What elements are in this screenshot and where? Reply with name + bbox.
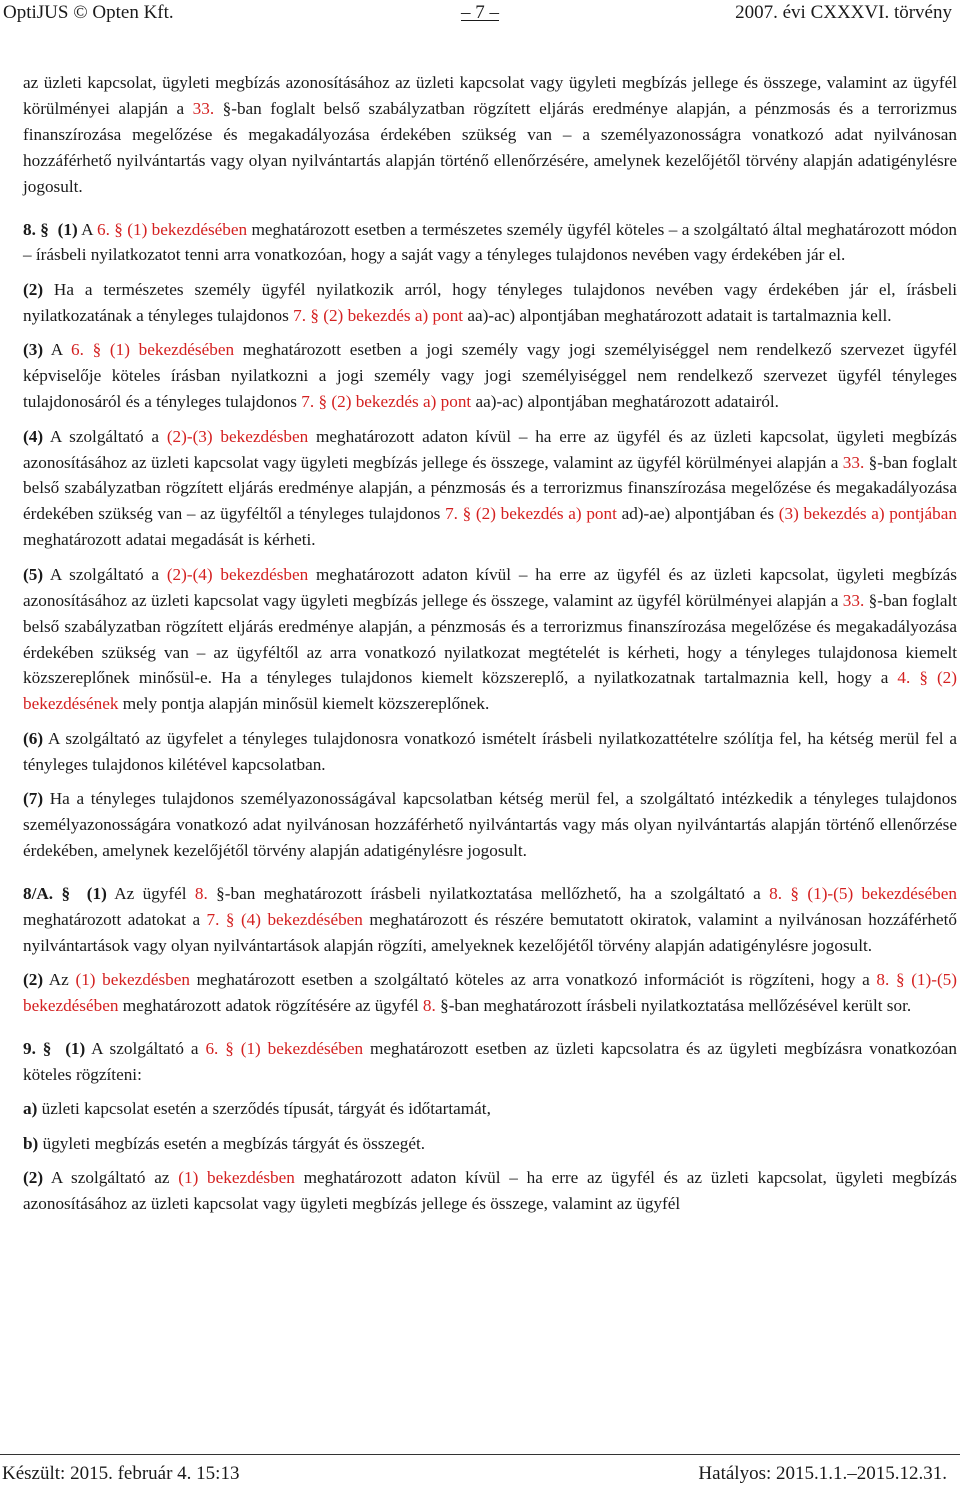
cross-reference-link[interactable]: 6. § (1) bekezdésében: [97, 219, 248, 239]
paragraph-number: (7): [23, 789, 44, 809]
list-marker: a): [23, 1099, 38, 1119]
section-8-paragraph-3: (3) A 6. § (1) bekezdésében meghatározott esetben a jogi személy vagy jogi személyiséggel nem rendelkező szervezet ügyfél képviselője köteles írásban nyilatkozni a jogi személy vagy jogi személyiséggel nem rendelkező szervezet ügyfél tényleges tulajdonosáról és a tényleges tulajdonos 7. § (2) bekezdés a) pont aa)-ac) alpontjában meghatározott adatairól.: [23, 340, 958, 412]
section-8a-paragraph-2: (2) Az (1) bekezdésben meghatározott esetben a szolgáltató köteles az arra vonatkozó információt is rögzíteni, hogy a 8. § (1)-(5) bekezdésében meghatározott adatok rögzítésére az ügyfél 8. §-ban meghatározott írásbeli nyilatkoztatása mellőzésével került sor.: [23, 970, 957, 1016]
section-8-paragraph-2: (2) Ha a természetes személy ügyfél nyilatkozik arról, hogy tényleges tulajdonos nevében vagy érdekében jár el, írásbeli nyilatkozatának a tényleges tulajdonos 7. § (2) bekezdés a) pont aa)-ac) alpontjában meghatározott adatait is tartalmaznia kell.: [23, 279, 957, 325]
cross-reference-link[interactable]: (1) bekezdésben: [178, 1168, 295, 1188]
cross-reference-link[interactable]: 7. § (2) bekezdés a) pont: [293, 305, 464, 325]
cross-reference-link[interactable]: 8.: [422, 996, 436, 1016]
cross-reference-link[interactable]: 33.: [842, 590, 865, 610]
header-law-title: 2007. évi CXXXVI. törvény: [735, 2, 952, 23]
cross-reference-link[interactable]: 6. § (1) bekezdésében: [205, 1039, 364, 1059]
cross-reference-link[interactable]: 7. § (4) bekezdésében: [206, 909, 363, 929]
cross-reference-link[interactable]: 4. § (2) bekezdésének: [23, 668, 957, 714]
cross-reference-link[interactable]: (2)-(4) bekezdésben: [166, 564, 309, 584]
section-8a-paragraph-1: 8/A. § (1) Az ügyfél 8. §-ban meghatározott írásbeli nyilatkoztatása mellőzhető, ha a szolgáltató a 8. § (1)-(5) bekezdésében meghatározott adatokat a 7. § (4) bekezdésében meghatározott és részére bemutatott okiratok, valamint a nyilvánosan hozzáférhető nyilvántartások vagy olyan nyilvántartások alapján rögzíti, amelyeknek kezelőjétől törvény alapján adatigénylésre jogosult.: [23, 883, 957, 955]
section-number: 8. §: [23, 219, 49, 239]
cross-reference-link[interactable]: 8. § (1)-(5) bekezdésében: [23, 970, 957, 1016]
section-8-paragraph-1: 8. § (1) A 6. § (1) bekezdésében meghatározott esetben a természetes személy ügyfél köteles – a szolgáltató által meghatározott módon – írásbeli nyilatkozatot tenni arra vonatkozóan, hogy a saját vagy a tényleges tulajdonos nevében vagy érdekében jár el.: [23, 219, 958, 265]
page-header: [0, 0, 960, 30]
paragraph-number: (6): [23, 728, 44, 748]
section-8-paragraph-7: (7) Ha a tényleges tulajdonos személyazonosságával kapcsolatban kétség merül fel, a szolgáltató intézkedik a tényleges tulajdonos személyazonosságára vonatkozó adat nyilvánosan hozzáférhető nyilvántartás vagy más olyan nyilvántartás alapján történő ellenőrzése érdekében, amelynek kezelőjétől törvény alapján adatigénylésre jogosult.: [23, 789, 957, 861]
section-number: 9. §: [23, 1039, 52, 1059]
header-page-number: – 7 –: [461, 2, 499, 23]
page-footer: [0, 1454, 960, 1485]
section-9-paragraph-1: 9. § (1) A szolgáltató a 6. § (1) bekezdésében meghatározott esetben az üzleti kapcsolatra és az ügyleti megbízásra vonatkozóan köteles rögzíteni:: [23, 1039, 957, 1084]
list-marker: b): [23, 1133, 39, 1153]
paragraph-number: (5): [23, 564, 44, 584]
paragraph-number: (2): [23, 970, 44, 990]
cross-reference-link[interactable]: 6. § (1) bekezdésében: [70, 340, 235, 360]
cross-reference-link[interactable]: 7. § (2) bekezdés a) pont: [445, 504, 617, 524]
paragraph-number: (1): [57, 219, 78, 239]
cross-reference-link[interactable]: (1) bekezdésben: [75, 970, 190, 990]
cross-reference-link[interactable]: (2)-(3) bekezdésben: [166, 426, 309, 446]
section-number: 8/A. §: [23, 883, 71, 903]
paragraph-number: (2): [23, 279, 44, 299]
section-8-paragraph-4: (4) A szolgáltató a (2)-(3) bekezdésben meghatározott adaton kívül – ha erre az ügyfél és az üzleti kapcsolat, ügyleti megbízás azonosításához az üzleti kapcsolat vagy ügyleti megbízás jellege és összege, valamint az ügyfél körülményei alapján a 33. §-ban foglalt belső szabályzatban rögzített eljárás eredménye alapján, a pénzmosás és a terrorizmus finanszírozása megelőzése és megakadályozása érdekében szükség van – az ügyféltől a tényleges tulajdonos 7. § (2) bekezdés a) pont ad)-ae) alpontjában és (3) bekezdés a) pontjában meghatározott adatai megadását is kérheti.: [23, 426, 958, 550]
header-publisher: OptiJUS © Opten Kft.: [3, 2, 174, 23]
list-item-b: b) ügyleti megbízás esetén a megbízás tárgyát és összegét.: [23, 1133, 426, 1153]
paragraph-number: (4): [23, 426, 44, 446]
cross-reference-link[interactable]: 33.: [842, 452, 865, 472]
paragraph-number: (3): [23, 340, 44, 360]
document-body: [23, 70, 957, 1226]
section-9-paragraph-2: (2) A szolgáltató az (1) bekezdésben meghatározott adaton kívül – ha erre az ügyfél és az üzleti kapcsolat, ügyleti megbízás azonosításához az üzleti kapcsolat vagy ügyleti megbízás jellege és összege, valamint az ügyfél: [23, 1168, 957, 1214]
cross-reference-link[interactable]: 8. § (1)-(5) bekezdésében: [769, 883, 957, 903]
paragraph-number: (1): [65, 1039, 86, 1059]
paragraph-number: (1): [86, 883, 107, 903]
footer-created-date: Készült: 2015. február 4. 15:13: [2, 1463, 240, 1484]
section-8-paragraph-6: (6) A szolgáltató az ügyfelet a tényleges tulajdonosra vonatkozó ismételt írásbeli nyilatkozattételre szólítja fel, ha kétség merül fel a tényleges tulajdonos kilétével kapcsolatban.: [23, 728, 957, 774]
list-item-a: a) üzleti kapcsolat esetén a szerződés típusát, tárgyát és időtartamát,: [23, 1099, 491, 1119]
paragraph-continued: az üzleti kapcsolat, ügyleti megbízás azonosításához az üzleti kapcsolat vagy ügyleti megbízás jellege és összege, valamint az ügyfél körülményei alapján a 33. §-ban foglalt belső szabályzatban rögzített eljárás eredménye alapján, a pénzmosás és a terrorizmus finanszírozása megelőzése és megakadályozása érdekében szükség van – a személyazonosságra vonatkozó adat nyilvánosan hozzáférhető nyilvántartás vagy olyan nyilvántartás alapján történő ellenőrzésére, amelynek kezelőjétől törvény alapján adatigénylésre jogosult.: [23, 73, 957, 196]
section-8-paragraph-5: (5) A szolgáltató a (2)-(4) bekezdésben meghatározott adaton kívül – ha erre az ügyfél és az üzleti kapcsolat, ügyleti megbízás azonosításához az üzleti kapcsolat vagy ügyleti megbízás jellege és összege, valamint az ügyfél körülményei alapján a 33. §-ban foglalt belső szabályzatban rögzített eljárás eredménye alapján, a pénzmosás és a terrorizmus finanszírozása megelőzése és megakadályozása érdekében szükség van – az ügyféltől az arra vonatkozó nyilatkozat megtételét is kérheti, hogy a tényleges tulajdonosa kiemelt közszereplőnek minősül-e. Ha a tényleges tulajdonos kiemelt közszereplő, a nyilatkozatnak tartalmaznia kell, hogy a 4. § (2) bekezdésének mely pontja alapján minősül kiemelt közszereplőnek.: [23, 564, 958, 714]
cross-reference-link[interactable]: (3) bekezdés a) pontjában: [778, 504, 958, 524]
cross-reference-link[interactable]: 33.: [192, 98, 215, 118]
paragraph-number: (2): [23, 1168, 44, 1188]
footer-effective-date: Hatályos: 2015.1.1.–2015.12.31.: [698, 1463, 947, 1484]
cross-reference-link[interactable]: 8.: [194, 883, 208, 903]
cross-reference-link[interactable]: 7. § (2) bekezdés a) pont: [301, 392, 472, 412]
